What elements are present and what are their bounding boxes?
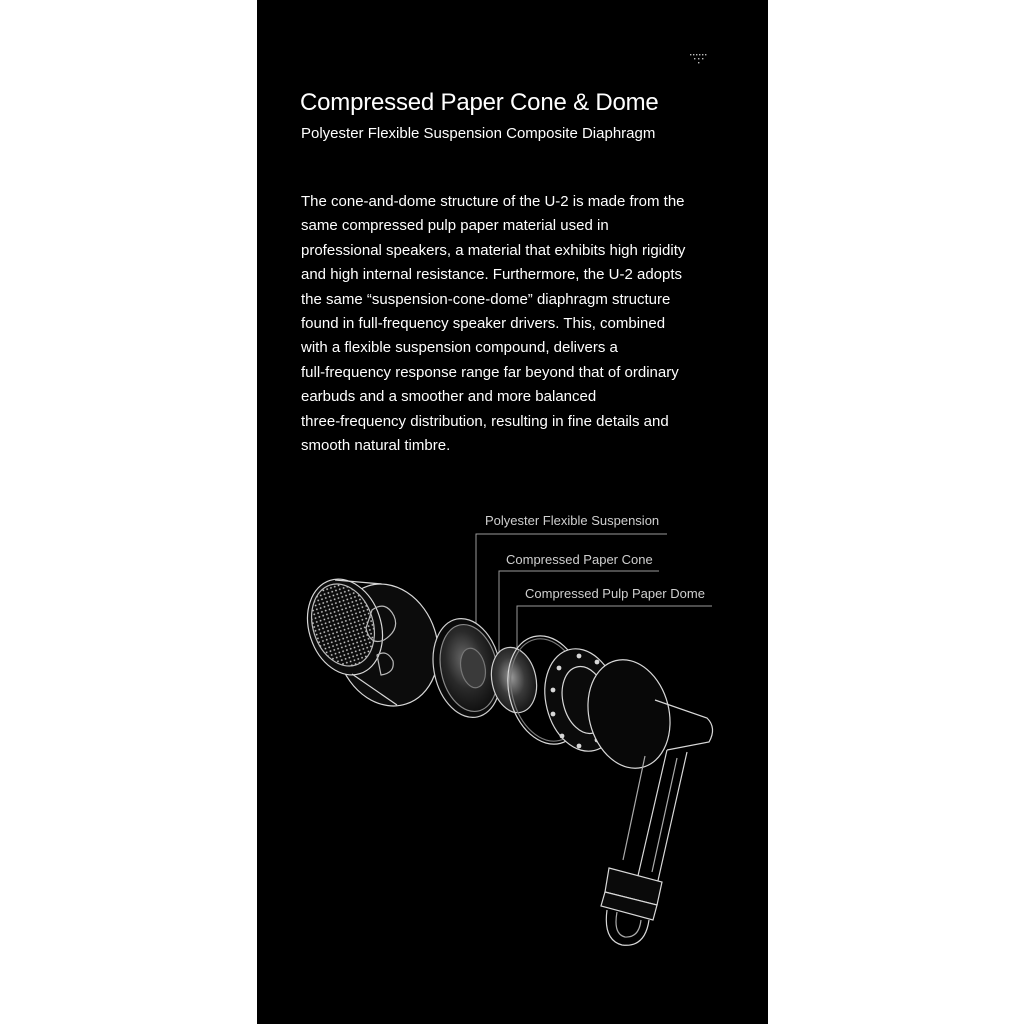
- front-housing-illustration: [296, 569, 454, 719]
- description-line: The cone-and-dome structure of the U-2 is made from the: [301, 193, 685, 210]
- description-line: professional speakers, a material that exhibits high rigidity: [301, 241, 686, 259]
- callout-line-cone: [499, 571, 659, 573]
- description-line: with a flexible suspension compound, delivers a: [301, 339, 618, 357]
- description-line: three-frequency distribution, resulting in fine details and: [301, 412, 669, 430]
- callout-line-suspension: [476, 534, 667, 537]
- description-line: the same “suspension-cone-dome” diaphragm structure: [301, 290, 671, 308]
- description-line: earbuds and a smoother and more balanced: [301, 388, 597, 406]
- description-line: smooth natural timbre.: [301, 437, 451, 455]
- label-polyester-suspension: Polyester Flexible Suspension: [485, 513, 660, 528]
- brand-logo-icon: [689, 53, 709, 65]
- exploded-driver-diagram: [257, 500, 768, 960]
- description-line: and high internal resistance. Furthermore, the U-2 adopts: [301, 266, 683, 284]
- description-line: found in full-frequency speaker drivers. This, combined: [301, 315, 666, 333]
- page-subtitle: Polyester Flexible Suspension Composite Diaphragm: [301, 125, 656, 142]
- product-feature-panel: [257, 0, 768, 1024]
- description-line: full-frequency response range far beyond that of ordinary: [301, 363, 679, 381]
- page-title: Compressed Paper Cone & Dome: [300, 89, 659, 116]
- label-paper-cone: Compressed Paper Cone: [506, 552, 653, 567]
- callout-line-dome: [517, 606, 712, 608]
- description-text: [301, 190, 741, 458]
- rear-housing-illustration: [577, 651, 713, 945]
- label-pulp-paper-dome: Compressed Pulp Paper Dome: [525, 586, 705, 601]
- description-line: same compressed pulp paper material used in: [301, 217, 609, 235]
